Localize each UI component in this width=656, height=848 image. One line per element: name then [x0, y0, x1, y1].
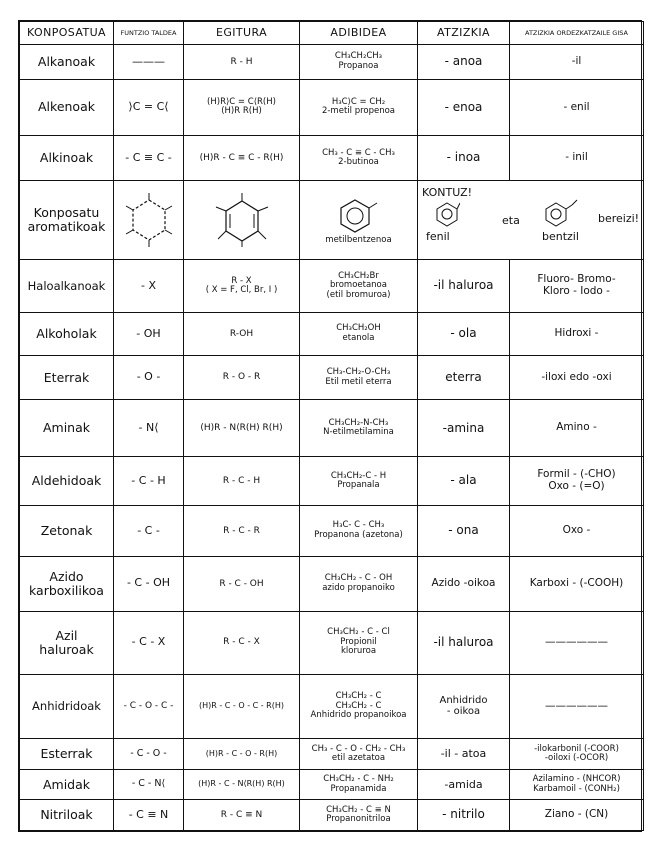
substituent: - inil — [510, 136, 644, 181]
functional-groups-table — [18, 20, 642, 832]
table-row — [20, 45, 644, 80]
example: CH₃CH₂OH etanola — [300, 313, 418, 356]
example: H₃C⟩C = CH₂ 2-metil propenoa — [300, 79, 418, 136]
substituent: Amino - — [510, 400, 644, 457]
table-row — [20, 313, 644, 356]
header-functional-group: FUNTZIO TALDEA — [114, 22, 184, 45]
substituent: —————— — [510, 674, 644, 739]
structure: (H)R - C - O - C - R(H) — [184, 674, 300, 739]
structure: (H)R⟩C = C⟨R(H) (H)R R(H) — [184, 79, 300, 136]
aromatic-note — [418, 181, 644, 260]
phenyl-ring-icon — [434, 201, 460, 227]
bereizi-label: bereizi! — [598, 212, 640, 226]
suffix: -il haluroa — [418, 260, 510, 313]
functional-group — [114, 181, 184, 260]
compound-name: Esterrak — [20, 739, 114, 769]
functional-group: - O - — [114, 355, 184, 400]
compound-name: Alkenoak — [20, 79, 114, 136]
suffix: Anhidrido - oikoa — [418, 674, 510, 739]
functional-group: - C - O - — [114, 739, 184, 769]
table-row — [20, 400, 644, 457]
structure: R - C - OH — [184, 556, 300, 611]
compound-name: Amidak — [20, 769, 114, 799]
example: CH₃CH₂ - C CH₃CH₂ - C Anhidrido propanoikoa — [300, 674, 418, 739]
header-compound: KONPOSATUA — [20, 22, 114, 45]
functional-group: - C - O - C - — [114, 674, 184, 739]
header-structure: EGITURA — [184, 22, 300, 45]
functional-group: - C - H — [114, 457, 184, 506]
toluene-ring-icon — [329, 194, 389, 236]
example: CH₃-CH₂-O-CH₃ Etil metil eterra — [300, 355, 418, 400]
substituent: -ilokarbonil (-COOR) -oiloxi (-OCOR) — [510, 739, 644, 769]
suffix: - anoa — [418, 45, 510, 80]
suffix: - ala — [418, 457, 510, 506]
benzene-ring-icon — [121, 190, 177, 250]
substituent: -il — [510, 45, 644, 80]
header-substituent-suffix: ATZIZKIA ORDEZKATZAILE GISA — [510, 22, 644, 45]
suffix: -il haluroa — [418, 611, 510, 674]
functional-group: - C ≡ C - — [114, 136, 184, 181]
suffix: - enoa — [418, 79, 510, 136]
bentzil-label: bentzil — [542, 230, 579, 244]
table-row — [20, 739, 644, 769]
structure: (H)R - C ≡ C - R(H) — [184, 136, 300, 181]
table-row — [20, 800, 644, 831]
functional-group: - N⟨ — [114, 400, 184, 457]
structure: (H)R - C - O - R(H) — [184, 739, 300, 769]
suffix: - ona — [418, 505, 510, 556]
example: CH₃CH₂Br bromoetanoa (etil bromuroa) — [300, 260, 418, 313]
suffix: -il - atoa — [418, 739, 510, 769]
substituent: Formil - (-CHO) Oxo - (=O) — [510, 457, 644, 506]
suffix: - nitrilo — [418, 800, 510, 831]
functional-group: ⟩C = C⟨ — [114, 79, 184, 136]
suffix: eterra — [418, 355, 510, 400]
eta-label: eta — [502, 214, 520, 228]
substituted-benzene-icon — [194, 187, 290, 253]
compound-name: Alkanoak — [20, 45, 114, 80]
table-row — [20, 556, 644, 611]
warning-text: KONTUZ! — [422, 186, 473, 200]
structure: R - H — [184, 45, 300, 80]
compound-name: Nitriloak — [20, 800, 114, 831]
suffix: - ola — [418, 313, 510, 356]
functional-group: - C - X — [114, 611, 184, 674]
structure: R - C - X — [184, 611, 300, 674]
functional-group: - OH — [114, 313, 184, 356]
table-row — [20, 611, 644, 674]
substituent: —————— — [510, 611, 644, 674]
compound-name: Anhidridoak — [20, 674, 114, 739]
substituent: -iloxi edo -oxi — [510, 355, 644, 400]
structure: R - C - H — [184, 457, 300, 506]
compound-name: Eterrak — [20, 355, 114, 400]
example: CH₃ - C - O - CH₂ - CH₃ etil azetatoa — [300, 739, 418, 769]
functional-group: - C ≡ N — [114, 800, 184, 831]
table-row — [20, 674, 644, 739]
example: CH₃CH₂ - C - Cl Propionil kloruroa — [300, 611, 418, 674]
structure: (H)R - N⟨R(H) R(H) — [184, 400, 300, 457]
table-row — [20, 505, 644, 556]
structure: R-OH — [184, 313, 300, 356]
compound-name: Azido karboxilikoa — [20, 556, 114, 611]
table-row — [20, 136, 644, 181]
fenil-label: fenil — [426, 230, 450, 244]
example: CH₃CH₂ - C ≡ N Propanonitriloa — [300, 800, 418, 831]
structure: (H)R - C - N⟨R(H) R(H) — [184, 769, 300, 799]
benzyl-ring-icon — [544, 199, 578, 227]
header-row — [20, 22, 644, 45]
table-row — [20, 355, 644, 400]
table-row — [20, 79, 644, 136]
compound-name: Azil haluroak — [20, 611, 114, 674]
substituent: Ziano - (CN) — [510, 800, 644, 831]
functional-group: ——— — [114, 45, 184, 80]
example: CH₃ - C ≡ C - CH₃ 2-butinoa — [300, 136, 418, 181]
suffix: Azido -oikoa — [418, 556, 510, 611]
functional-group: - X — [114, 260, 184, 313]
compound-name: Haloalkanoak — [20, 260, 114, 313]
example: CH₃CH₂-N-CH₃ N-etilmetilamina — [300, 400, 418, 457]
example: CH₃CH₂ - C - NH₂ Propanamida — [300, 769, 418, 799]
substituent: Azilamino - (NHCOR) Karbamoil - (CONH₂) — [510, 769, 644, 799]
structure: R - C - R — [184, 505, 300, 556]
substituent: - enil — [510, 79, 644, 136]
functional-group: - C - — [114, 505, 184, 556]
compound-name: Aminak — [20, 400, 114, 457]
example: CH₃CH₂-C - H Propanala — [300, 457, 418, 506]
example: metilbentzenoa — [300, 181, 418, 260]
table-row — [20, 769, 644, 799]
suffix: - inoa — [418, 136, 510, 181]
substituent: Karboxi - (-COOH) — [510, 556, 644, 611]
compound-name: Zetonak — [20, 505, 114, 556]
substituent: Oxo - — [510, 505, 644, 556]
functional-group: - C - OH — [114, 556, 184, 611]
compound-name: Aldehidoak — [20, 457, 114, 506]
substituent: Hidroxi - — [510, 313, 644, 356]
substituent: Fluoro- Bromo- Kloro - Iodo - — [510, 260, 644, 313]
compound-name: Konposatu aromatikoak — [20, 181, 114, 260]
functional-group: - C - N⟨ — [114, 769, 184, 799]
structure — [184, 181, 300, 260]
structure: R - C ≡ N — [184, 800, 300, 831]
suffix: -amida — [418, 769, 510, 799]
example: H₃C- C - CH₃ Propanona (azetona) — [300, 505, 418, 556]
header-example: ADIBIDEA — [300, 22, 418, 45]
table-row — [20, 457, 644, 506]
example: CH₃CH₂ - C - OH azido propanoiko — [300, 556, 418, 611]
structure: R - O - R — [184, 355, 300, 400]
compound-name: Alkoholak — [20, 313, 114, 356]
compound-name: Alkinoak — [20, 136, 114, 181]
suffix: -amina — [418, 400, 510, 457]
table-row — [20, 181, 644, 260]
header-suffix: ATZIZKIA — [418, 22, 510, 45]
structure: R - X ( X = F, Cl, Br, I ) — [184, 260, 300, 313]
table-row — [20, 260, 644, 313]
example: CH₃CH₂CH₃ Propanoa — [300, 45, 418, 80]
